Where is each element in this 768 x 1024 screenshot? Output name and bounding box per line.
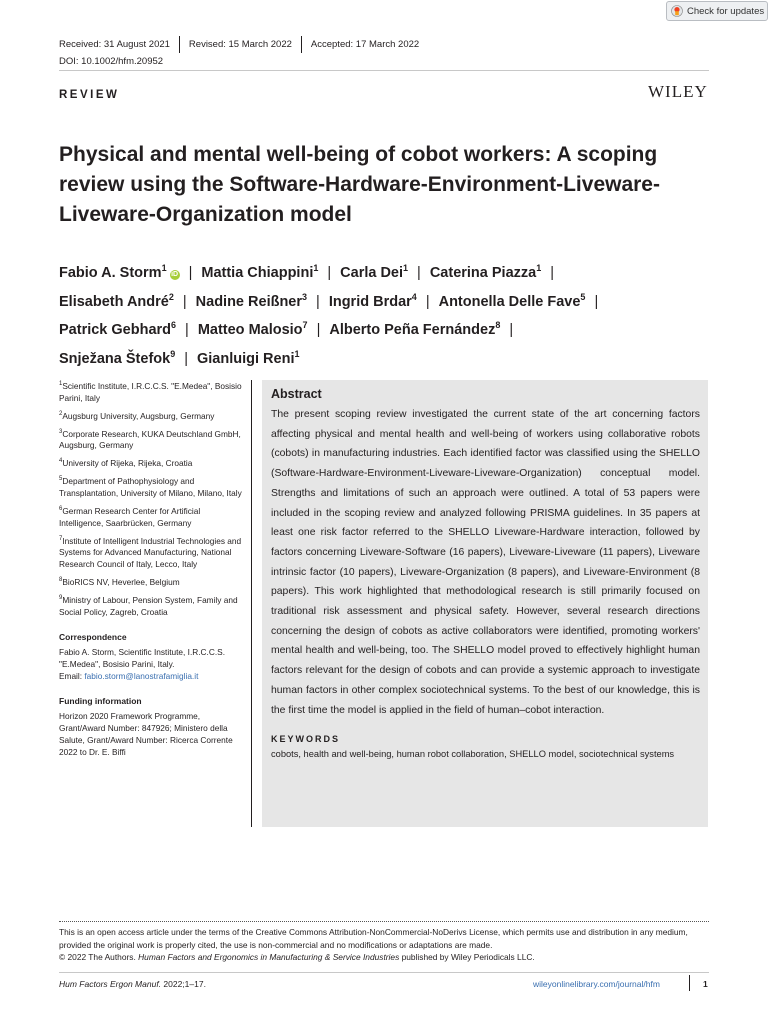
email-link[interactable]: fabio.storm@lanostrafamiglia.it — [84, 670, 199, 681]
affiliation-text: Institute of Intelligent Industrial Technologies and Systems for Advanced Manufacturing, National Research Council of Italy, Lecco, Italy — [59, 535, 242, 570]
author-separator: | — [425, 293, 430, 310]
copyright-prefix: © 2022 The Authors. — [59, 952, 139, 962]
affiliation-text: Corporate Research, KUKA Deutschland GmbH, Augsburg, Germany — [59, 428, 241, 451]
author-separator: | — [417, 264, 421, 281]
author-name: Fabio A. Storm$^1$iD — [59, 263, 179, 281]
author-list — [59, 256, 709, 371]
affiliation-number: 6 — [59, 505, 63, 512]
affiliation-text: German Research Center for Artificial Intelligence, Saarbrücken, Germany — [59, 505, 201, 528]
author-affiliation-marker: 1 — [403, 263, 409, 273]
received-date: Received: 31 August 2021 — [59, 38, 170, 50]
affiliation-text: BioRICS NV, Heverlee, Belgium — [62, 577, 180, 588]
orcid-icon[interactable]: iD — [171, 270, 179, 278]
affiliation-text: University of Rijeka, Rijeka, Croatia — [62, 458, 193, 469]
copyright-suffix: published by Wiley Periodicals LLC. — [399, 952, 535, 962]
affiliation-item — [59, 473, 245, 499]
author-separator: | — [316, 322, 321, 339]
abstract-heading: Abstract — [271, 387, 322, 401]
affiliation-number: 5 — [59, 476, 63, 483]
correspondence-text: Fabio A. Storm, Scientific Institute, I.R.C.C.S. "E.Medea", Bosisio Parini, Italy. — [59, 646, 225, 669]
affiliation-number: 9 — [59, 595, 63, 602]
copyright-line — [59, 951, 714, 964]
author-name: Ingrid Brdar$^4$ — [328, 291, 417, 310]
affiliation-text: Augsburg University, Augsburg, Germany — [62, 410, 215, 421]
author-separator: | — [184, 351, 188, 368]
author-affiliation-marker: 8 — [495, 320, 501, 331]
author-separator: | — [182, 293, 187, 310]
section-label: REVIEW — [59, 89, 120, 101]
journal-citation — [59, 979, 206, 989]
affiliation-item — [59, 592, 245, 618]
affiliation-item — [59, 574, 245, 588]
article-title: Physical and mental well-being of cobot workers: A scoping review using the Software-Hardware-Environment-Liveware-Liveware-Organization model — [59, 143, 660, 226]
affiliation-number: 2 — [59, 410, 63, 417]
journal-website-link[interactable]: wileyonlinelibrary.com/journal/hfm — [533, 979, 660, 989]
page-number-separator — [689, 975, 690, 991]
date-separator — [179, 36, 180, 53]
sidebar — [59, 378, 245, 758]
author-separator: | — [316, 293, 320, 310]
copyright-journal: Human Factors and Ergonomics in Manufacturing & Service Industries — [138, 952, 400, 962]
author-affiliation-marker: 6 — [171, 320, 177, 331]
page-number: 1 — [703, 979, 708, 989]
affiliation-number: 4 — [59, 458, 63, 465]
author-separator: | — [188, 264, 193, 281]
revised-date: Revised: 15 March 2022 — [188, 38, 292, 50]
affiliation-number: 1 — [59, 381, 63, 387]
doi[interactable]: DOI: 10.1002/hfm.20952 — [59, 56, 164, 67]
check-for-updates-button[interactable] — [666, 1, 768, 21]
affiliation-item — [59, 533, 245, 571]
affiliation-text: Department of Pathophysiology and Transplantation, University of Milano, Milano, Italy — [59, 475, 242, 498]
publisher-logo: WILEY — [648, 82, 708, 101]
author-name: Alberto Peña Fernández$^8$ — [329, 320, 501, 339]
keywords-list: cobots, health and well-being, human robot collaboration, SHELLO model, sociotechnical systems — [271, 749, 675, 760]
author-affiliation-marker: 1 — [313, 263, 319, 273]
author-affiliation-marker: 3 — [302, 291, 308, 302]
column-divider — [251, 380, 252, 827]
author-separator: | — [185, 322, 189, 339]
author-affiliation-marker: 1 — [161, 263, 167, 273]
author-affiliation-marker: 9 — [170, 349, 176, 360]
footer-divider — [59, 972, 709, 973]
article-dates — [59, 37, 428, 51]
crossmark-icon — [671, 5, 683, 17]
author-name: Matteo Malosio$^7$ — [197, 320, 308, 339]
author-name: Snježana Štefok$^9$ — [59, 349, 176, 368]
check-updates-label: Check for updates — [687, 5, 765, 17]
author-affiliation-marker: 4 — [411, 291, 417, 302]
author-name: Elisabeth André$^2$ — [59, 291, 174, 310]
journal-info: 2022;1–17. — [161, 979, 206, 989]
author-name: Patrick Gebhard$^6$ — [59, 320, 177, 339]
journal-abbrev: Hum Factors Ergon Manuf. — [59, 979, 162, 989]
author-name: Gianluigi Reni$^1$ — [197, 349, 300, 368]
correspondence-heading: Correspondence — [59, 631, 127, 642]
keywords-heading: KEYWORDS — [271, 734, 341, 745]
author-affiliation-marker: 7 — [302, 320, 308, 331]
affiliation-item — [59, 426, 245, 452]
author-separator: | — [594, 293, 599, 310]
footer-dotted-rule — [59, 921, 709, 922]
affiliation-item — [59, 503, 245, 529]
affiliation-item — [59, 455, 245, 469]
author-name: Nadine Reißner$^3$ — [195, 291, 308, 310]
affiliation-number: 3 — [59, 428, 63, 435]
date-separator — [301, 36, 302, 53]
author-name: Carla Dei$^1$ — [340, 263, 409, 281]
affiliation-number: 8 — [59, 577, 63, 584]
affiliation-list — [59, 378, 245, 618]
funding-text: Horizon 2020 Framework Programme, Grant/Award Number: 847926; Ministero della Salute, Grant/Award Number: Ricerca Corrente 2022 to Dr. E. Biffi — [59, 710, 233, 757]
author-separator: | — [509, 322, 514, 339]
affiliation-text: Scientific Institute, I.R.C.C.S. "E.Medea", Bosisio Parini, Italy — [59, 380, 242, 403]
affiliation-text: Ministry of Labour, Pension System, Family and Social Policy, Zagreb, Croatia — [59, 594, 238, 617]
author-affiliation-marker: 2 — [168, 291, 174, 302]
email-label: Email: — [59, 670, 85, 681]
affiliation-item — [59, 408, 245, 422]
funding-heading: Funding information — [59, 695, 142, 706]
author-separator: | — [550, 264, 555, 281]
author-name: Caterina Piazza$^1$ — [429, 263, 542, 281]
abstract-body: The present scoping review investigated the current state of the art concerning factors affecting physical and mental health and well-being of workers using collaborative robots (cobots) in manufacturing industries. Each identified factor was classified using the SHELLO (Software-Hardware-Environment-Liveware-Liveware-Organization) conceptual model. Strengths and limitations of such an approach were outlined. A total of 53 papers were included in the scoping review and analyzed following PRISMA guidelines. In 35 papers at least one risk factor referred to the SHELLO Liveware-Hardware interaction, followed by factors concerning Liveware-Software (16 papers), Liveware-Liveware (11 papers), Liveware intrinsic factor (10 papers), Liveware-Organization (8 papers), and Liveware-Environment (8 papers). This work highlighted that methodological research is still primarily focused on traditional risk assessment and physical safety. However, several research directions concerning the design of cobots as active collaborators were identified, promoting workers' mental health and well-being, too. The SHELLO model proved to effectively highlight human factors relevant for the design of cobots and can provide a systemic approach to investigate human factors in other complex sociotechnical systems. To the best of our knowledge, this is the first time the model is applied in the field of human–cobot interaction. — [271, 409, 700, 716]
author-name: Antonella Delle Fave$^5$ — [438, 291, 586, 310]
abstract-box — [262, 380, 708, 827]
affiliation-item — [59, 378, 245, 404]
author-affiliation-marker: 1 — [536, 263, 542, 273]
affiliation-number: 7 — [59, 535, 63, 542]
author-affiliation-marker: 1 — [294, 349, 300, 360]
accepted-date: Accepted: 17 March 2022 — [310, 38, 420, 50]
license-text: This is an open access article under the terms of the Creative Commons Attribution-NonCommercial-NoDerivs License, which permits use and distribution in any medium, provided the original work is properly cited, the use is non-commercial and no modifications or adaptations are made. — [59, 927, 688, 950]
author-affiliation-marker: 5 — [580, 291, 586, 302]
author-separator: | — [327, 264, 332, 281]
correspondence-email-row — [59, 670, 245, 682]
license-notice — [59, 926, 714, 964]
author-name: Mattia Chiappini$^1$ — [201, 263, 319, 281]
header-divider — [59, 70, 709, 71]
